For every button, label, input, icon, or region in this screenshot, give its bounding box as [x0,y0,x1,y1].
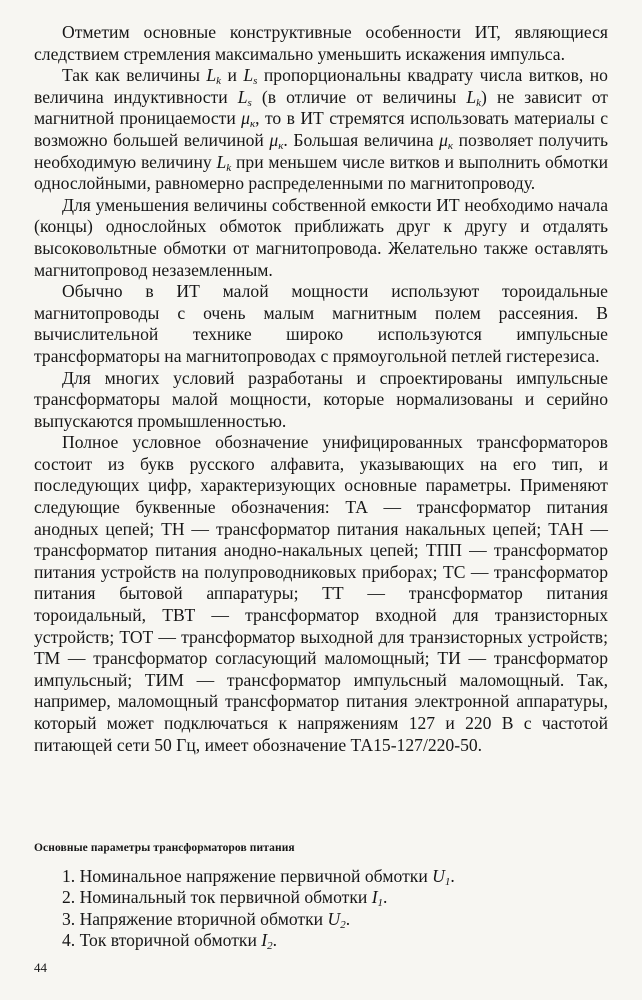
paragraph: Так как величины $L_k$ и $L_s$ пропорциональны квадрату числа витков, но величина индуктивности $L_s$ (в отличие от величины $L_k$) не зависит от магнитной проницаемости $\mu_к$, то в ИТ стремятся использовать материалы с возможно большей величиной $\mu_к$. Большая величина $\mu_к$ позволяет получить необходимую величину $L_k$ при меньшем числе витков и выполнить обмотки однослойными, равномерно распределенными по магнитопроводу. [34,65,608,194]
math-symbol: $L_k$ [466,86,482,109]
math-subscript: s [247,96,252,109]
math-symbol: $L_s$ [243,65,258,88]
list-item: 3. Напряжение вторичной обмотки $U_2$. [62,908,351,931]
math-subscript: k [476,96,482,109]
math-subscript: k [226,161,232,174]
paragraph: Полное условное обозначение унифицированных трансформаторов состоит из букв русского алфавита, указывающих на его тип, и последующих цифр, характеризующих основные параметры. Применяют следующие буквенные обозначения: ТА — трансформатор питания анодных цепей; ТН — трансформатор питания накальных цепей; ТАН — трансформатор питания анодно-накальных цепей; ТПП — трансформатор питания устройств на полупроводниковых приборах; ТС — трансформатор питания бытовой аппаратуры; ТТ — трансформатор питания тороидальный, ТВТ — трансформатор входной для транзисторных устройств; ТОТ — трансформатор выходной для транзисторных устройств; ТМ — трансформатор согласующий маломощный; ТИ — трансформатор импульсный; ТИМ — трансформатор импульсный маломощный. Так, например, маломощный трансформатор питания электронной аппаратуры, который может подключаться к напряжениям 127 и 220 В с частотой питающей сети 50 Гц, имеет обозначение ТА15-127/220-50. [34,432,608,755]
math-symbol: $\mu_к$ [439,129,454,152]
paragraph: Обычно в ИТ малой мощности используют тороидальные магнитопроводы с очень малым магнитным полем рассеяния. В вычислительной технике широко используются импульсные трансформаторы на магнитопроводах с прямоугольной петлей гистерезиса. [34,281,608,366]
math-symbol: $U_1$ [432,866,451,888]
list-item: 2. Номинальный ток первичной обмотки $I_1$. [62,887,388,910]
math-subscript: 1 [444,876,451,888]
math-symbol: $L_s$ [237,86,252,109]
math-subscript: 1 [377,897,384,910]
math-subscript: k [216,75,222,88]
parameter-list [62,866,602,951]
list-item: 4. Ток вторичной обмотки $I_2$. [62,929,278,952]
page-number: 44 [34,960,47,975]
math-subscript: к [250,118,256,131]
math-subscript: к [447,139,454,152]
math-symbol: $\mu_к$ [269,129,284,152]
math-subscript: s [253,75,258,88]
paragraph: Для уменьшения величины собственной емкости ИТ необходимо начала (концы) однослойных обмоток приближать друг к другу и отдалять высоковольтные обмотки от магнитопровода. Желательно также оставлять магнитопровод незаземленным. [34,194,608,280]
list-item: 1. Номинальное напряжение первичной обмотки $U_1$. [62,866,455,888]
math-symbol: $I_1$ [371,887,384,910]
math-subscript: к [278,139,284,152]
math-symbol: $\mu_к$ [241,108,256,131]
math-subscript: 2 [267,939,273,952]
body-text [34,22,608,756]
paragraph: Для многих условий разработаны и спроектированы импульсные трансформаторы малой мощности, которые нормализованы и серийно выпускаются промышленностью. [34,367,608,431]
math-symbol: $U_2$ [327,908,346,931]
math-symbol: $I_2$ [261,929,273,952]
math-symbol: $L_k$ [216,151,232,174]
math-subscript: 2 [340,918,346,931]
section-heading: Основные параметры трансформаторов питания [34,842,295,854]
math-symbol: $L_k$ [206,65,222,88]
paragraph: Отметим основные конструктивные особенности ИТ, являющиеся следствием стремления максимально уменьшить искажения импульса. [34,22,608,64]
